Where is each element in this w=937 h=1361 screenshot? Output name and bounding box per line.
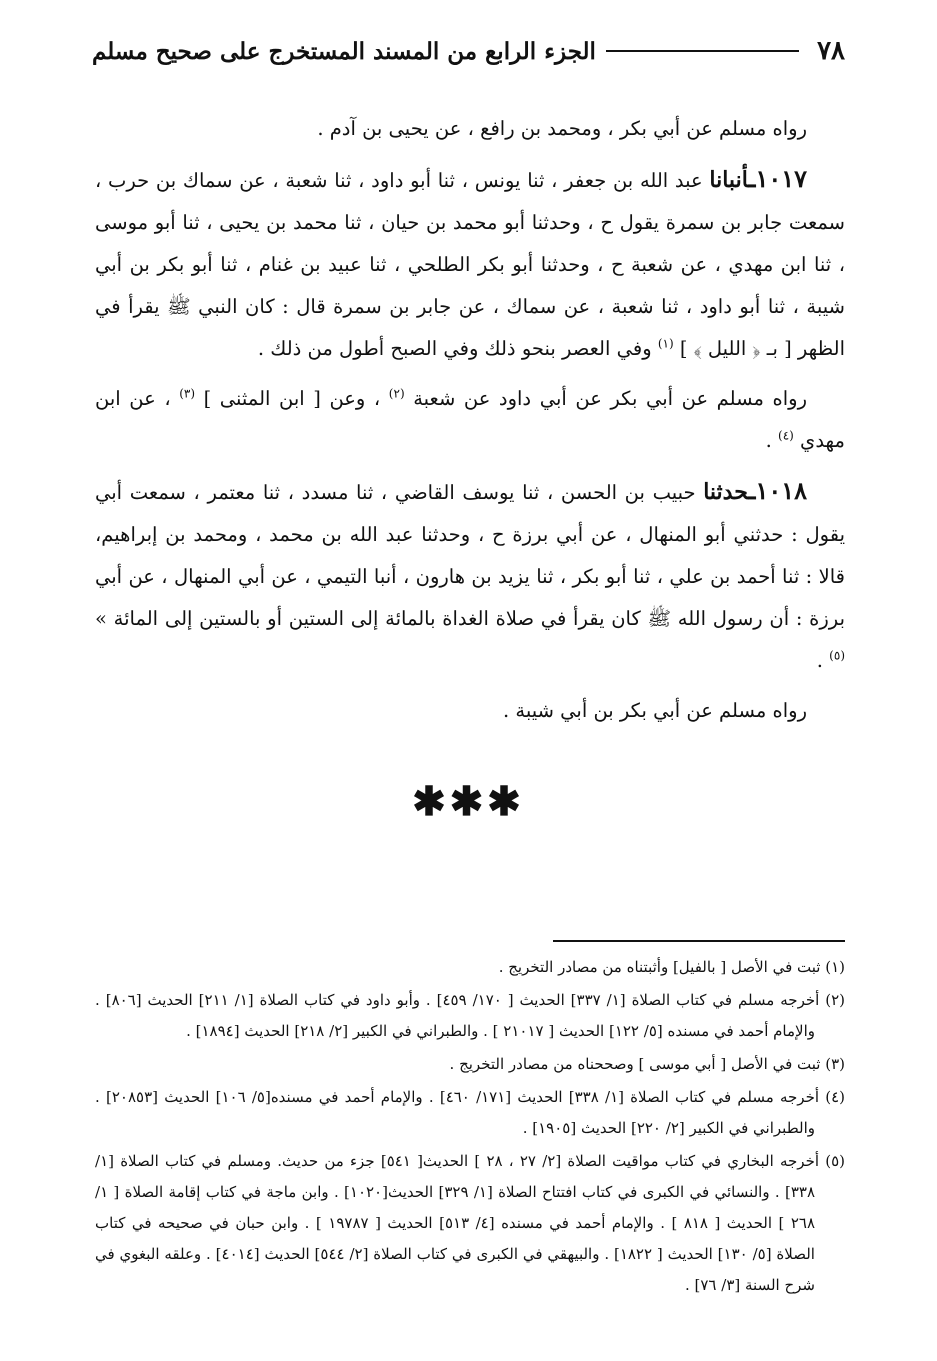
footnote-ref: (٤) — [778, 428, 794, 443]
page-header — [92, 28, 845, 74]
section-separator-stars: ✱✱✱ — [412, 778, 525, 825]
hadith-text: عبد الله بن جعفر ، ثنا يونس ، ثنا أبو داود ، ثنا شعبة ، عن سماك بن حرب ، سمعت جابر بن سمرة يقول ح ، وحدثنا أبو محمد بن حيان ، ثنا محمد بن يحيى ، ثنا أبو موسى ، ثنا ابن مهدي ، عن شعبة ح ، وحدثنا أبو بكر الطلحي ، ثنا عبيد بن غنام ، ثنا أبو بكر بن أبي شيبة ، ثنا أبو داود ، ثنا شعبة ، عن سماك ، عن جابر بن سمرة قال : كان النبي ﷺ يقرأ في الظهر [ بـ ﴿ الليل ﴾ ] — [95, 169, 845, 360]
footnote-3: (٣) ثبت في الأصل [ أبي موسى ] وصححناه من مصادر التخريج . — [449, 1055, 845, 1073]
footnote-rule — [553, 940, 845, 942]
footnote-1: (١) ثبت في الأصل [ بالفيل] وأثبتناه من مصادر التخريج . — [498, 958, 845, 976]
riwaya-text: ، عن ابن مهدي — [95, 387, 845, 452]
riwaya-paragraph-2 — [95, 378, 845, 462]
footnote-ref: (١) — [657, 336, 674, 351]
hadith-text-end: وفي العصر بنحو ذلك وفي الصبح أطول من ذلك . — [257, 337, 658, 360]
hadith-text: حبيب بن الحسن ، ثنا يوسف القاضي ، ثنا مسدد ، ثنا معتمر ، سمعت أبي يقول : حدثني أبو المنهال ، عن أبي برزة ح ، وحدثنا عبد الله بن محمد ، ومحمد بن إبراهيم، قالا : ثنا أحمد بن علي ، ثنا أبو بكر ، ثنا يزيد بن هارون ، أنبا التيمي ، عن أبي المنهال ، عن أبي برزة : أن رسول الله ﷺ كان يقرأ في صلاة الغداة بالمائة إلى الستين أو بالستين إلى المائة » — [95, 481, 845, 630]
main-text — [95, 108, 845, 740]
footnote-4: (٤) أخرجه مسلم في كتاب الصلاة [١/ ٣٣٨] الحديث [١٧١/ ٤٦٠] . والإمام أحمد في مسنده[٥/ ١٠٦] الحديث [٢٠٨٥٣] . والطبراني في الكبير [٢/ ٢٢٠] الحديث [١٩٠٥] . — [95, 1088, 845, 1137]
riwaya-text: رواه مسلم عن أبي بكر عن أبي داود عن شعبة — [404, 387, 807, 410]
page-number: ٧٨ — [817, 36, 845, 66]
hadith-text-end: . — [816, 649, 830, 672]
hadith-1017 — [95, 158, 845, 370]
hadith-number: ١٠١٧ـ — [748, 164, 807, 193]
riwaya-paragraph-1: رواه مسلم عن أبي بكر ، ومحمد بن رافع ، عن يحيى بن آدم . — [317, 117, 807, 140]
footnote-5: (٥) أخرجه البخاري في كتاب مواقيت الصلاة [٢/ ٢٧ ، ٢٨ ] الحديث[ ٥٤١] جزء من حديث. ومسلم في كتاب الصلاة [١/ ٣٣٨] . والنسائي في الكبرى في كتاب افتتاح الصلاة [١/ ٣٢٩] الحديث[١٠٢٠] . وابن ماجة في كتاب إقامة الصلاة [ ١/ ٢٦٨ ] الحديث [ ٨١٨ ] . والإمام أحمد في مسنده [٤/ ٥١٣] الحديث [ ١٩٧٨٧ ] . وابن حبان في صحيحه في كتاب الصلاة [٥/ ١٣٠] الحديث [ ١٨٢٢] . والبيهقي في الكبرى في كتاب الصلاة [٢/ ٥٤٤] الحديث [٤٠١٤] . وعلقه البغوي في شرح السنة [٣/ ٧٦] . — [95, 1152, 846, 1294]
riwaya-text: ، وعن [ ابن المثنى ] — [195, 387, 389, 410]
footnote-2: (٢) أخرجه مسلم في كتاب الصلاة [١/ ٣٣٧] الحديث [ ١٧٠/ ٤٥٩] . وأبو داود في كتاب الصلاة [١/ ٢١١] الحديث [٨٠٦] . والإمام أحمد في مسنده [٥/ ١٢٢] الحديث [ ٢١٠١٧ ] . والطبراني في الكبير [٢/ ٢١٨] الحديث [١٨٩٤] . — [95, 991, 846, 1040]
footnote-ref: (٢) — [388, 386, 405, 401]
hadith-1018 — [95, 470, 845, 682]
footnote-ref: (٣) — [179, 386, 196, 401]
footnotes — [95, 952, 845, 1303]
riwaya-text: . — [765, 429, 779, 452]
riwaya-paragraph-3: رواه مسلم عن أبي بكر بن أبي شيبة . — [503, 699, 807, 722]
footnote-ref: (٥) — [829, 648, 845, 663]
header-rule — [606, 50, 799, 52]
narration-word: أنبانا — [709, 167, 749, 193]
narration-word: حدثنا — [703, 479, 749, 505]
running-title: الجزء الرابع من المسند المستخرج على صحيح مسلم — [92, 37, 596, 65]
hadith-number: ١٠١٨ـ — [748, 476, 807, 505]
